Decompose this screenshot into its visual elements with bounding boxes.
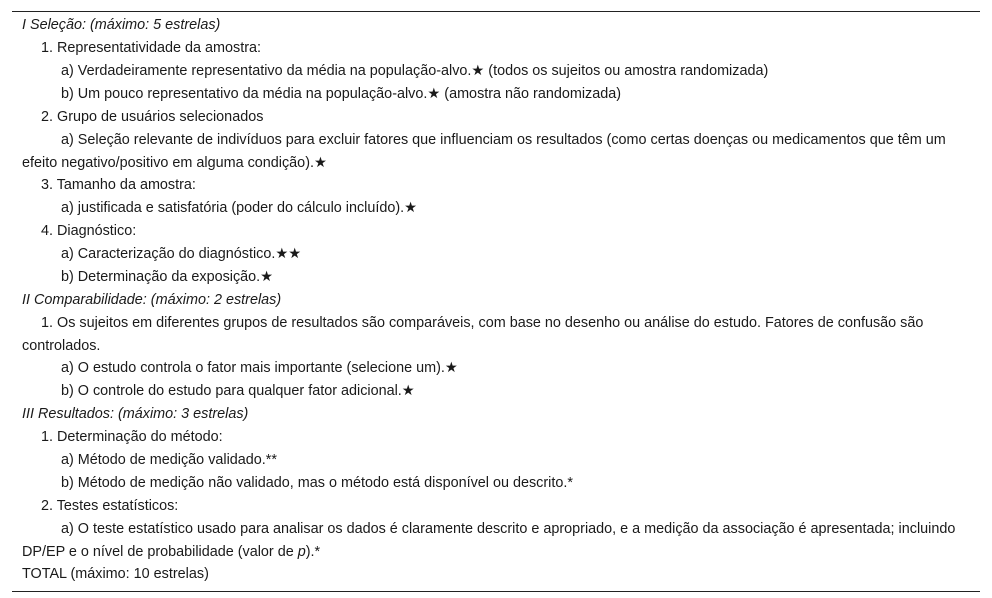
option-non-validated-method: b) Método de medição não validado, mas o método está disponível ou descrito.* [61, 475, 573, 491]
option-exposure-determination: b) Determinação da exposição.★ [61, 269, 274, 285]
section-heading-selection: I Seleção: (máximo: 5 estrelas) [22, 17, 221, 33]
option-justified-sample: a) justificada e satisfatória (poder do cálculo incluído).★ [61, 200, 418, 216]
criterion-selected-group: 2. Grupo de usuários selecionados [41, 109, 264, 125]
criterion-sample-size: 3. Tamanho da amostra: [41, 177, 196, 193]
option-controls-additional-factor: b) O controle do estudo para qualquer fator adicional.★ [61, 383, 415, 399]
option-truly-representative: a) Verdadeiramente representativo da média na população-alvo.★ (todos os sujeitos ou amostra randomizada) [61, 63, 769, 79]
criterion-method-determination: 1. Determinação do método: [41, 429, 223, 445]
statistical-test-text: a) O teste estatístico usado para analisar os dados é claramente descrito e apropriado, e a medição da associação é apresentada; incluindo DP/EP e o nível de probabilidade (valor de [22, 521, 956, 560]
option-somewhat-representative: b) Um pouco representativo da média na população-alvo.★ (amostra não randomizada) [61, 86, 622, 102]
criterion-statistical-tests: 2. Testes estatísticos: [41, 498, 179, 514]
option-relevant-selection: a) Seleção relevante de indivíduos para excluir fatores que influenciam os resultados (como certas doenças ou medicamentos que têm um efeito negativo/positivo em alguma condição).★ [22, 132, 946, 171]
p-value-symbol: p [297, 543, 306, 560]
criterion-diagnosis: 4. Diagnóstico: [41, 223, 137, 239]
scoring-table [12, 11, 980, 592]
statistical-test-text-end: ).* [305, 543, 321, 560]
section-heading-results: III Resultados: (máximo: 3 estrelas) [22, 406, 249, 422]
total-row: TOTAL (máximo: 10 estrelas) [22, 566, 209, 582]
option-controls-main-factor: a) O estudo controla o fator mais importante (selecione um).★ [61, 360, 458, 376]
criterion-comparable-groups: 1. Os sujeitos em diferentes grupos de resultados são comparáveis, com base no desenho ou análise do estudo. Fatores de confusão são controlados. [22, 315, 924, 354]
section-heading-comparability: II Comparabilidade: (máximo: 2 estrelas) [22, 292, 282, 308]
option-diagnosis-characterization: a) Caracterização do diagnóstico.★★ [61, 246, 302, 262]
option-statistical-test-described [12, 518, 980, 563]
criterion-representativeness: 1. Representatividade da amostra: [41, 40, 261, 56]
option-validated-method: a) Método de medição validado.** [61, 452, 277, 468]
